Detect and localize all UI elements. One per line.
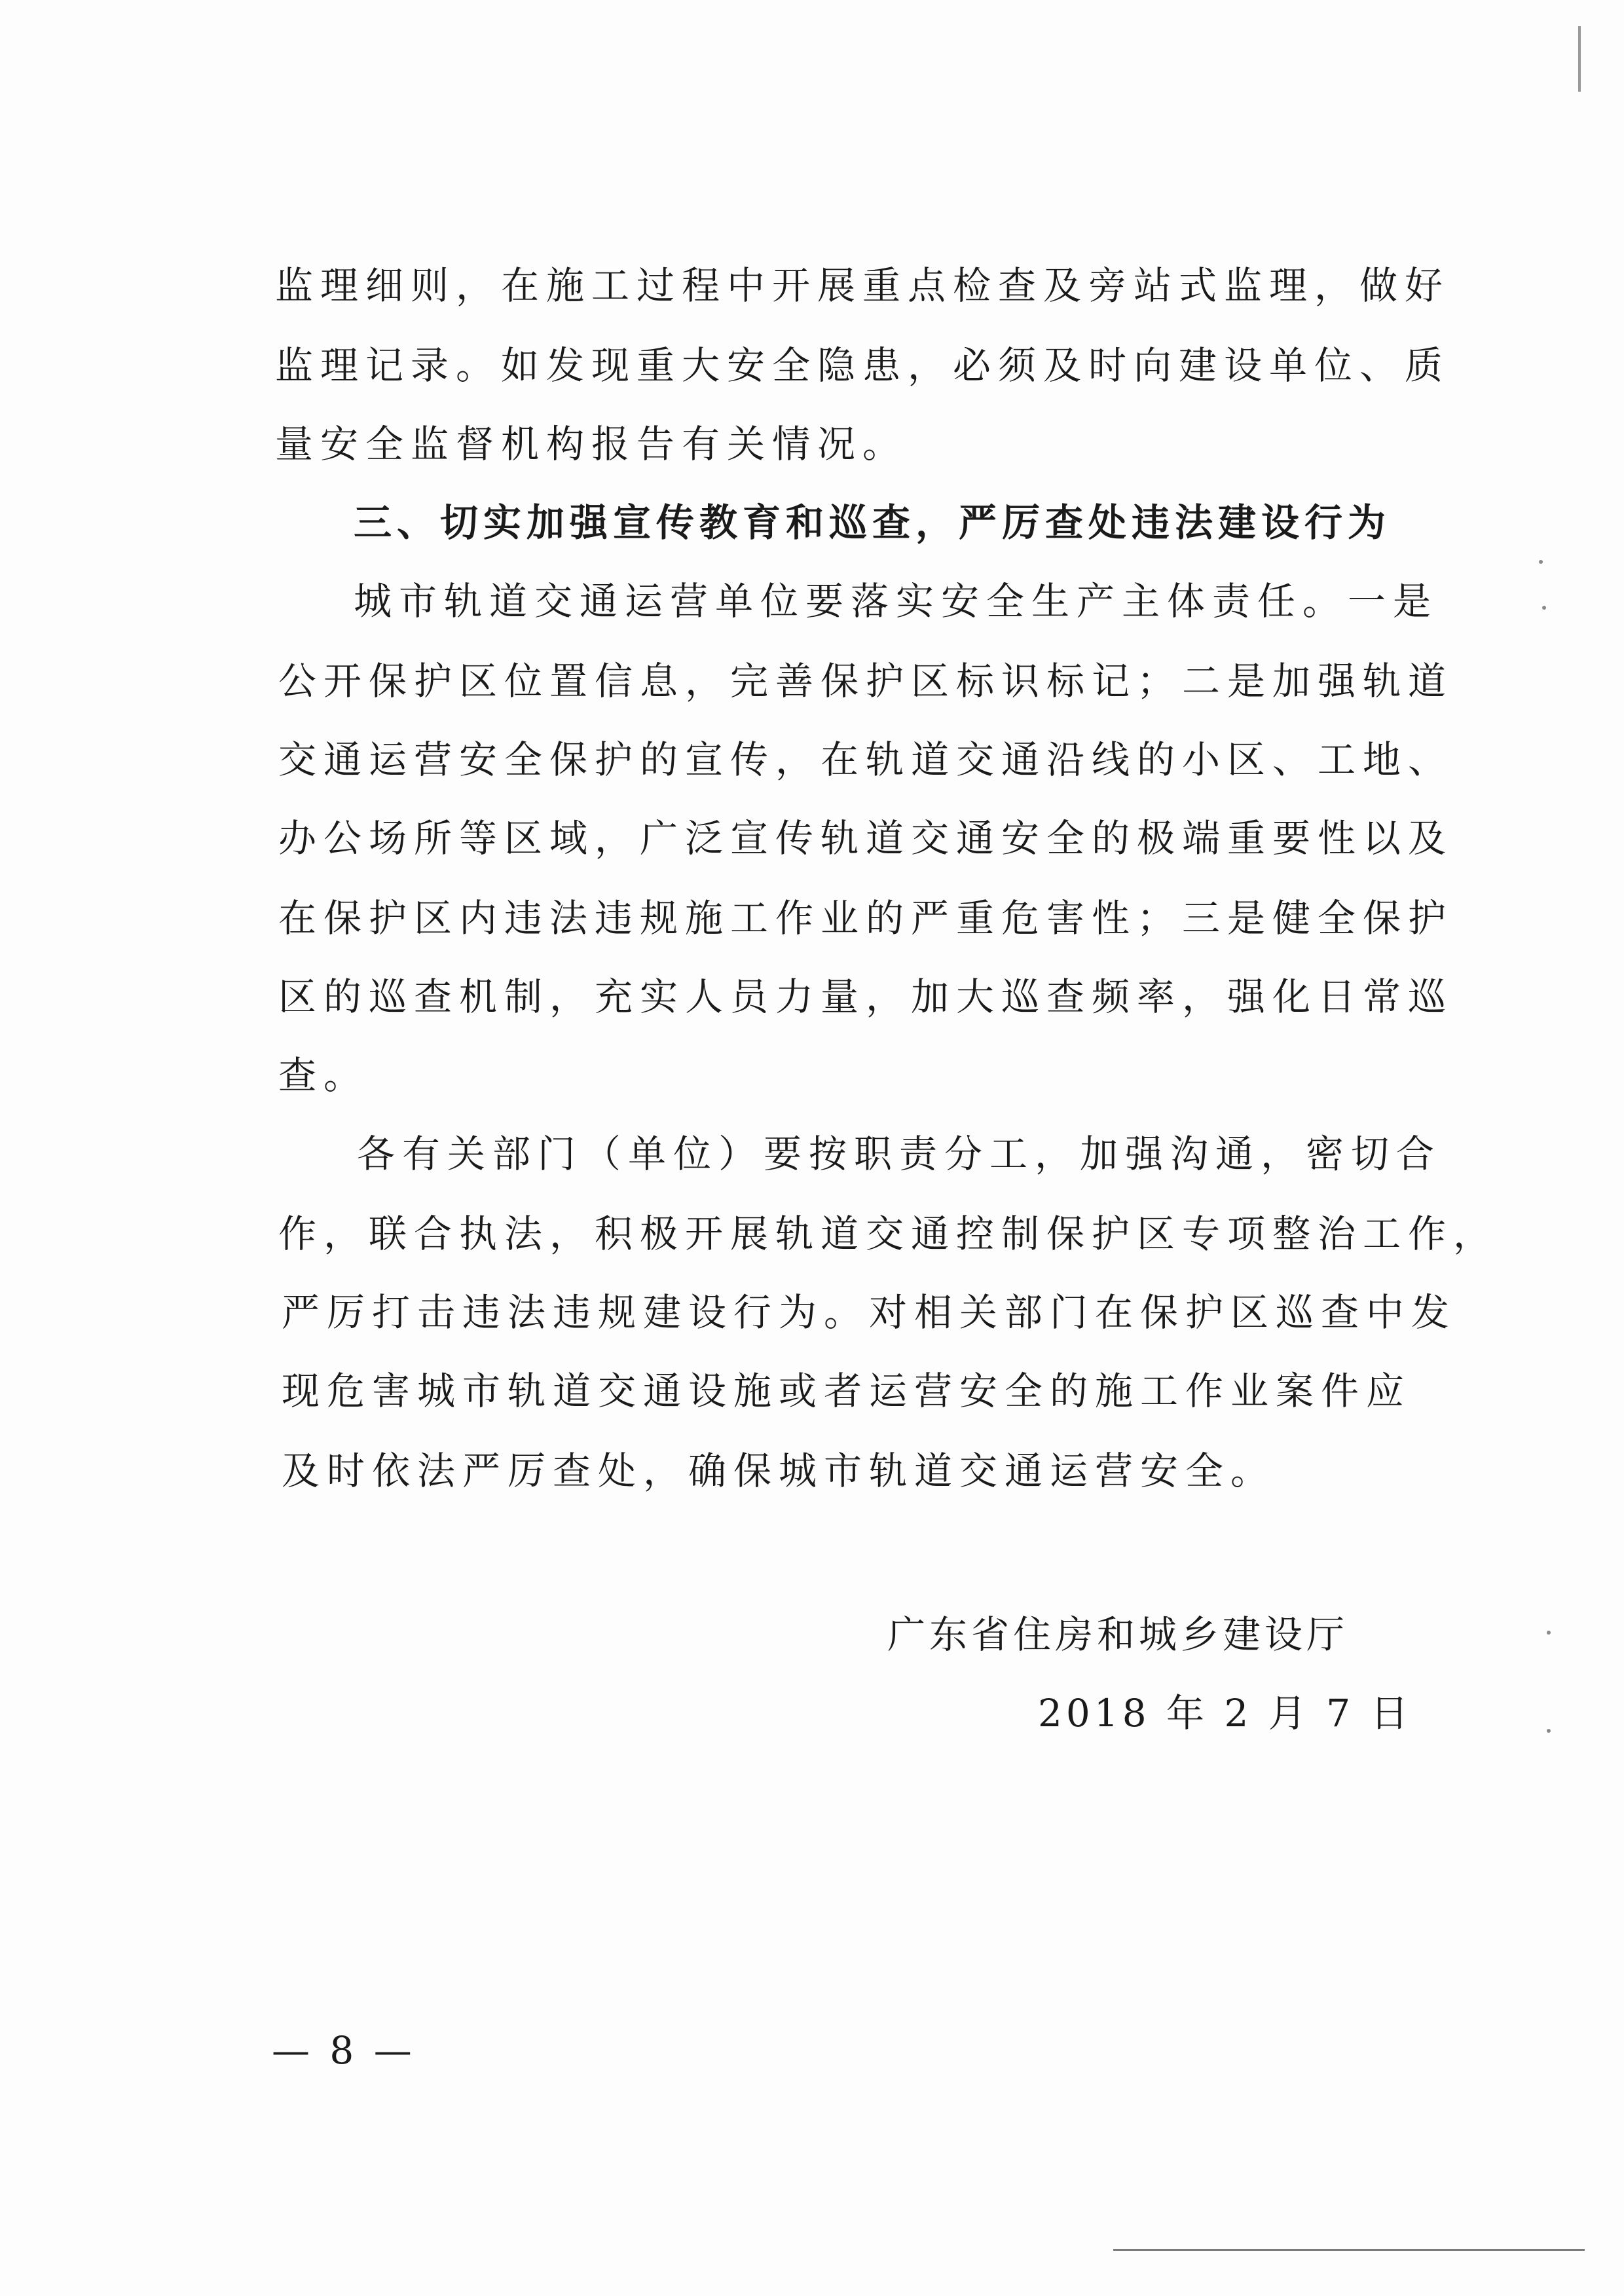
- scan-edge-mark: [1578, 26, 1581, 92]
- scan-speck: [1539, 560, 1543, 564]
- body-line: 现危害城市轨道交通设施或者运营安全的施工作业案件应: [282, 1369, 1412, 1413]
- body-line: 公开保护区位置信息，完善保护区标识标记；二是加强轨道: [278, 659, 1454, 703]
- body-line: 办公场所等区域，广泛宣传轨道交通安全的极端重要性以及: [278, 816, 1454, 861]
- body-line: 作，联合执法，积极开展轨道交通控制保护区专项整治工作，: [278, 1212, 1499, 1256]
- paragraph-line: 监理记录。如发现重大安全隐患，必须及时向建设单位、质: [275, 343, 1450, 388]
- issuing-organization: 广东省住房和城乡建设厅: [887, 1612, 1349, 1657]
- body-line: 查。: [278, 1053, 369, 1098]
- body-line: 严厉打击违法违规建设行为。对相关部门在保护区巡查中发: [282, 1290, 1457, 1335]
- body-line: 及时依法严厉查处，确保城市轨道交通运营安全。: [282, 1449, 1276, 1493]
- paragraph-line: 监理细则，在施工过程中开展重点检查及旁站式监理，做好: [275, 263, 1450, 308]
- body-line: 在保护区内违法违规施工作业的严重危害性；三是健全保护: [278, 896, 1454, 940]
- scan-speck: [1547, 1631, 1551, 1635]
- paragraph-line: 量安全监督机构报告有关情况。: [275, 422, 908, 466]
- body-line: 区的巡查机制，充实人员力量，加大巡查频率，强化日常巡: [278, 974, 1454, 1019]
- body-line: 交通运营安全保护的宣传，在轨道交通沿线的小区、工地、: [278, 737, 1454, 782]
- scan-edge-mark: [1113, 2249, 1585, 2251]
- section-heading: 三、切实加强宣传教育和巡查，严厉查处违法建设行为: [354, 500, 1392, 545]
- body-line: 各有关部门（单位）要按职责分工，加强沟通，密切合: [357, 1132, 1442, 1176]
- scan-speck: [1542, 606, 1546, 610]
- body-line: 城市轨道交通运营单位要落实安全生产主体责任。一是: [354, 579, 1439, 623]
- issue-date: 2018 年 2 月 7 日: [1038, 1691, 1412, 1735]
- scan-speck: [1547, 1729, 1551, 1733]
- page-number: — 8 —: [272, 2028, 416, 2073]
